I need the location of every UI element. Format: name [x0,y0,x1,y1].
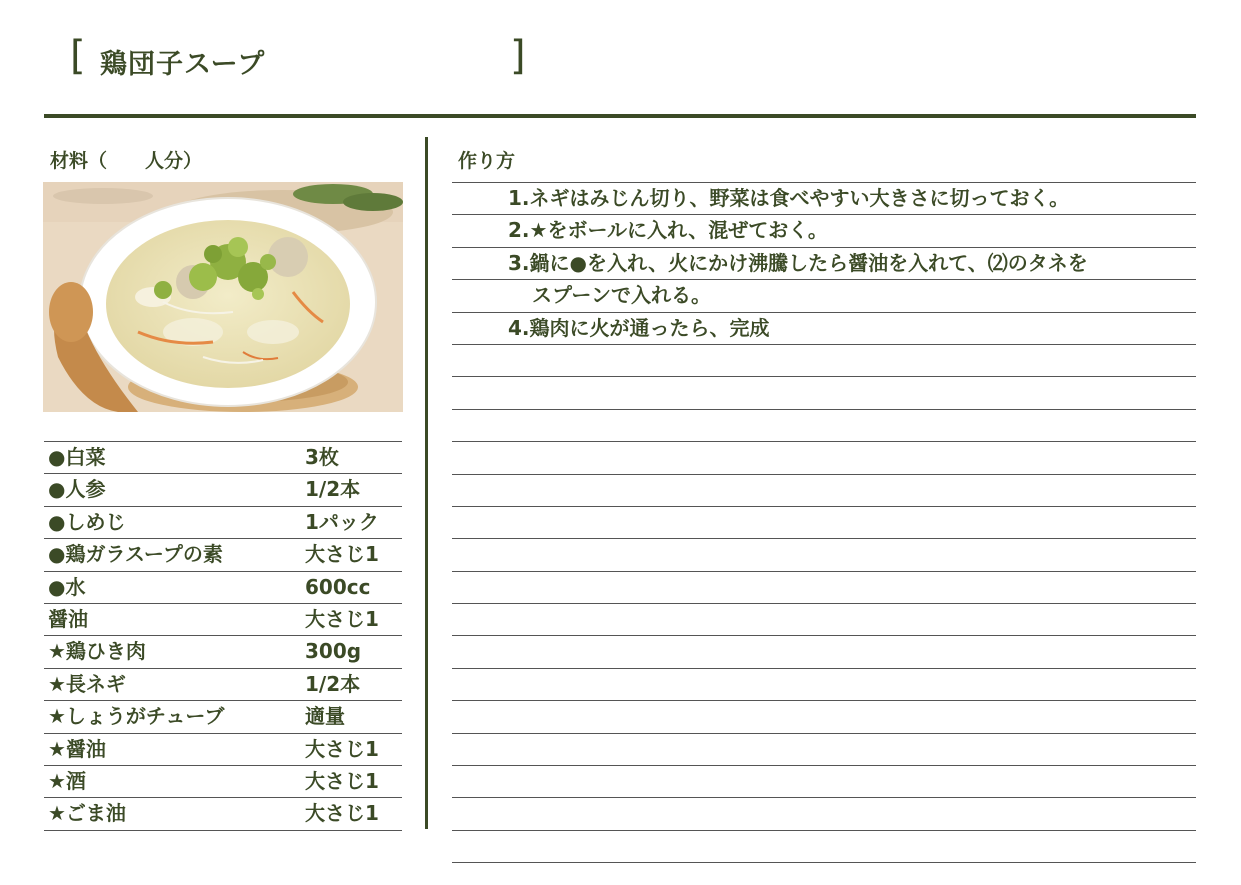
ingredient-name: ●人参 [48,477,106,502]
ingredient-name: 醤油 [48,606,88,631]
ingredient-name: ★長ネギ [48,671,126,696]
title-bracket-open: [ [70,33,86,79]
ingredients-table [44,441,402,831]
ingredient-name: ●水 [48,574,86,599]
empty-line [452,539,1196,571]
ingredient-name: ●しめじ [48,509,126,534]
empty-line [452,410,1196,442]
step-line [452,313,1196,345]
ingredient-qty: 大さじ1 [305,542,379,567]
recipe-title: 鶏団子スープ [100,49,266,80]
ingredient-row [44,701,402,733]
ingredient-qty: 適量 [305,704,345,729]
empty-line [452,766,1196,798]
ingredient-qty: 3枚 [305,445,339,469]
ingredient-qty: 大さじ1 [305,606,379,631]
ingredient-name: ★しょうがチューブ [48,704,225,729]
empty-line [452,669,1196,701]
step-text: 3.鍋に●を入れ、火にかけ沸騰したら醤油を入れて、⑵のタネを [508,250,1088,275]
ingredient-row [44,669,402,701]
empty-line [452,734,1196,766]
step-line [452,183,1196,215]
ingredient-row [44,766,402,798]
ingredient-row [44,734,402,766]
ingredient-name: ●白菜 [48,445,106,469]
ingredient-qty: 1/2本 [305,477,361,502]
ingredient-qty: 大さじ1 [305,768,379,793]
empty-line [452,377,1196,409]
ingredient-qty: 1パック [305,509,379,534]
empty-line [452,701,1196,733]
step-text: 1.ネギはみじん切り、野菜は食べやすい大きさに切っておく。 [508,186,1070,210]
ingredient-row [44,539,402,571]
step-text: スプーンで入れる。 [532,283,711,308]
empty-line [452,831,1196,863]
empty-line [452,507,1196,539]
ingredient-name: ★ごま油 [48,801,126,826]
ingredient-name: ★鶏ひき肉 [48,639,146,664]
ingredient-qty: 600cc [305,574,371,599]
ingredient-row [44,636,402,668]
empty-line [452,798,1196,830]
step-line [452,280,1196,312]
ingredient-name: ★酒 [48,768,86,793]
ingredient-qty: 300g [305,639,362,664]
empty-line [452,475,1196,507]
step-line [452,248,1196,280]
ingredient-row [44,474,402,506]
ingredient-qty: 1/2本 [305,671,361,696]
soup-photo [43,182,403,412]
empty-line [452,442,1196,474]
ingredient-row [44,572,402,604]
empty-line [452,604,1196,636]
ingredients-heading: 材料（ 人分） [50,150,203,172]
ingredient-qty: 大さじ1 [305,736,379,761]
steps-ruled-area [452,182,1196,863]
ingredient-row [44,507,402,539]
step-text: 4.鶏肉に火が通ったら、完成 [508,315,770,340]
column-divider [425,137,428,829]
ingredient-row [44,798,402,830]
ingredient-row [44,604,402,636]
step-text: 2.★をボールに入れ、混ぜておく。 [508,218,828,243]
title-rule [44,114,1196,118]
title-bracket-close: ] [510,33,526,79]
ingredient-qty: 大さじ1 [305,801,379,826]
step-line [452,215,1196,247]
ingredient-name: ★醤油 [48,736,106,761]
ingredient-row [44,442,402,474]
empty-line [452,636,1196,668]
empty-line [452,572,1196,604]
steps-heading: 作り方 [458,150,516,172]
ingredient-name: ●鶏ガラスープの素 [48,542,223,567]
empty-line [452,345,1196,377]
